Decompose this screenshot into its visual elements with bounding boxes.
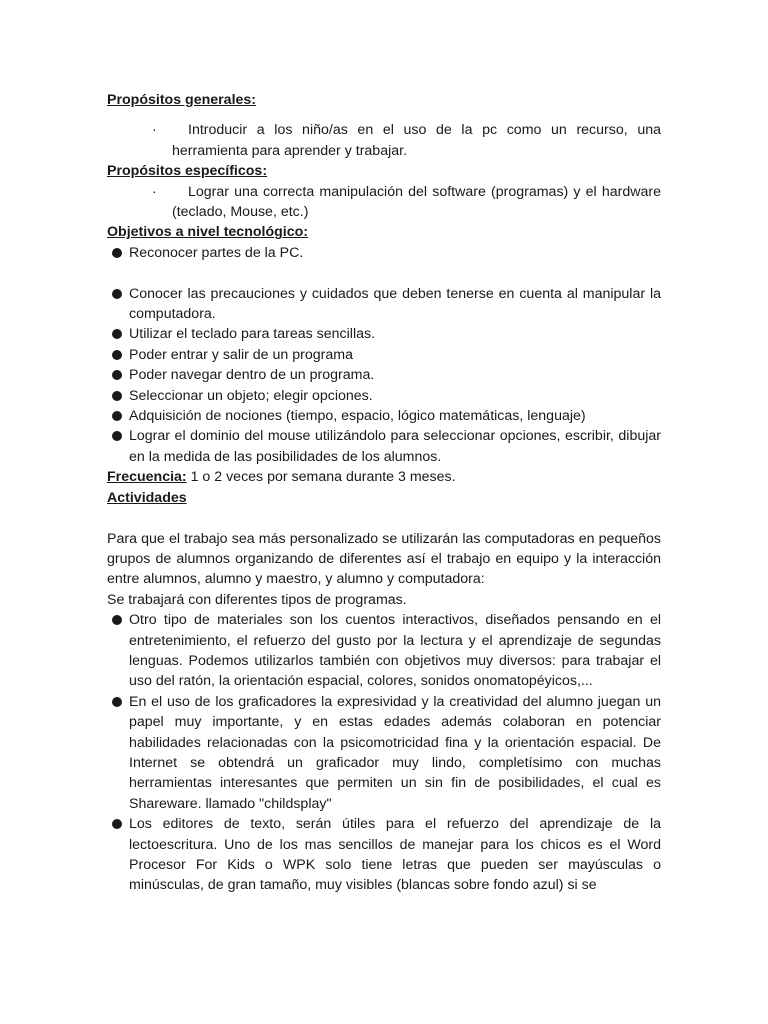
frequency-text: 1 o 2 veces por semana durante 3 meses. — [186, 469, 456, 486]
general-purpose-item — [152, 120, 661, 161]
frequency-line — [107, 467, 661, 487]
list-item — [107, 324, 661, 344]
list-item-text: En el uso de los graficadores la expresividad y la creatividad del alumno juegan un papel muy importante, y en estas edades además colaboran en potenciar habilidades relacionadas con la psicomotricidad fina y la orientación espacial. De Internet se obtendrá un graficador muy lindo, completísimo con muchas herramientas interesantes que permiten un sin fin de posibilidades, el cual es Shareware. llamado "childsplay" — [129, 693, 661, 812]
list-item-text: Los editores de texto, serán útiles para el refuerzo del aprendizaje de la lectoescritura. Uno de los mas sencillos de manejar para los chicos es el Word Procesor For Kids o WPK solo tiene letras que pueden ser mayúsculas o minúsculas, de gran tamaño, muy visibles (blancas sobre fondo azul) si se — [129, 816, 661, 894]
frequency-label: Frecuencia: — [107, 469, 187, 486]
list-item — [107, 406, 661, 426]
bullet-icon — [112, 615, 122, 625]
list-item — [107, 426, 661, 467]
blank-line — [107, 508, 661, 528]
middle-dot-symbol: · — [152, 183, 157, 200]
heading-general-purposes: Propósitos generales: — [107, 92, 257, 108]
list-item-text: Poder entrar y salir de un programa — [129, 346, 353, 363]
list-item-text: Poder navegar dentro de un programa. — [129, 367, 375, 384]
middle-dot-symbol: · — [152, 122, 157, 139]
document-body — [107, 90, 661, 896]
list-item-text: Otro tipo de materiales son los cuentos interactivos, diseñados pensando en el entretenimiento, el refuerzo del gusto por la lectura y el aprendizaje de segundas lenguas. Podemos utilizarlos también con objetivos muy diversos: para trabajar el uso del ratón, la orientación espacial, colores, sonidos onomatopéyicos,... — [129, 612, 661, 690]
list-item — [107, 610, 661, 692]
heading-tech-objectives: Objetivos a nivel tecnológico: — [107, 224, 309, 241]
general-purpose-text: Introducir a los niño/as en el uso de la pc como un recurso, una herramienta para aprender y trabajar. — [172, 122, 661, 159]
bullet-icon — [112, 431, 122, 441]
activities-list — [107, 610, 661, 896]
activities-paragraph: Se trabajará con diferentes tipos de programas. — [107, 591, 407, 608]
list-item-text: Lograr el dominio del mouse utilizándolo para seleccionar opciones, escribir, dibujar en la medida de las posibilidades de los alumnos. — [129, 428, 661, 465]
bullet-icon — [112, 819, 122, 829]
list-item-text: Conocer las precauciones y cuidados que deben tenerse en cuenta al manipular la computadora. — [129, 285, 661, 323]
objectives-list-first — [107, 243, 661, 263]
blank-line — [107, 263, 661, 283]
activities-paragraph: Para que el trabajo sea más personalizado se utilizarán las computadoras en pequeños grupos de alumnos organizando de diferentes así el trabajo en equipo y la interacción entre alumnos, alumno y maestro, y alumno y computadora: — [107, 530, 661, 588]
list-item — [107, 284, 661, 325]
list-item — [107, 243, 661, 263]
specific-purpose-text: Lograr una correcta manipulación del software (programas) y el hardware (teclado, Mouse, etc.) — [172, 183, 661, 221]
list-item — [107, 365, 661, 385]
bullet-icon — [112, 248, 122, 258]
list-item — [107, 692, 661, 814]
bullet-icon — [112, 697, 122, 707]
list-item-text: Seleccionar un objeto; elegir opciones. — [129, 387, 373, 404]
bullet-icon — [112, 391, 122, 401]
objectives-list — [107, 284, 661, 468]
list-item-text: Adquisición de nociones (tiempo, espacio, lógico matemáticas, lenguaje) — [129, 408, 586, 425]
bullet-icon — [112, 329, 122, 339]
list-item-text: Reconocer partes de la PC. — [129, 244, 304, 261]
bullet-icon — [112, 370, 122, 380]
list-item — [107, 386, 661, 406]
bullet-icon — [112, 411, 122, 421]
list-item — [107, 814, 661, 896]
bullet-icon — [112, 289, 122, 299]
specific-purpose-item — [152, 182, 661, 223]
list-item — [107, 345, 661, 365]
list-item-text: Utilizar el teclado para tareas sencillas. — [129, 326, 376, 343]
bullet-icon — [112, 350, 122, 360]
heading-activities: Actividades — [107, 489, 187, 506]
heading-specific-purposes: Propósitos específicos: — [107, 163, 268, 180]
